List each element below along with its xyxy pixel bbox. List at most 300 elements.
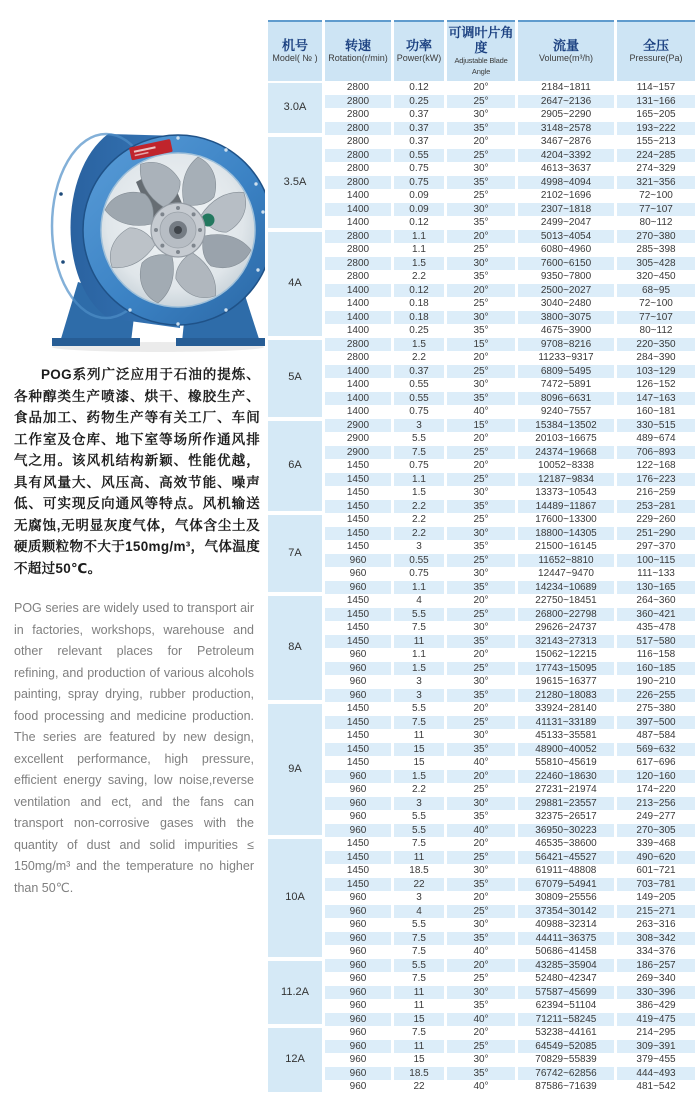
table-row [268,135,695,149]
power-cell: 0.37 [394,135,444,149]
volume-cell: 29626~24737 [518,621,614,635]
rotation-cell: 960 [325,797,391,811]
pressure-cell: 120~160 [617,770,695,784]
power-cell: 5.5 [394,918,444,932]
pressure-cell: 122~168 [617,459,695,473]
table-row [268,1053,695,1067]
angle-cell: 20° [447,459,515,473]
table-row [268,851,695,865]
rotation-cell: 2800 [325,338,391,352]
rotation-cell: 2800 [325,243,391,257]
table-row [268,810,695,824]
rotation-cell: 960 [325,891,391,905]
angle-cell: 20° [447,959,515,973]
table-row [268,284,695,298]
rotation-cell: 1450 [325,594,391,608]
angle-cell: 25° [447,608,515,622]
volume-cell: 22750~18451 [518,594,614,608]
pressure-cell: 274~329 [617,162,695,176]
rotation-cell: 960 [325,986,391,1000]
table-row [268,540,695,554]
table-row [268,932,695,946]
angle-cell: 30° [447,378,515,392]
pressure-cell: 80~112 [617,216,695,230]
angle-cell: 35° [447,689,515,703]
volume-cell: 5013~4054 [518,230,614,244]
model-cell: 3.5A [268,135,322,230]
power-cell: 2.2 [394,783,444,797]
header-pressure-en: Pressure(Pa) [629,53,683,63]
model-cell: 10A [268,837,322,959]
volume-cell: 2184~1811 [518,81,614,95]
rotation-cell: 2900 [325,446,391,460]
power-cell: 1.1 [394,243,444,257]
pressure-cell: 216~259 [617,486,695,500]
volume-cell: 62394~51104 [518,999,614,1013]
pressure-cell: 269~340 [617,972,695,986]
power-cell: 3 [394,891,444,905]
fan-illustration [30,92,265,354]
table-row [268,972,695,986]
table-row [268,1080,695,1094]
power-cell: 0.25 [394,324,444,338]
volume-cell: 6080~4960 [518,243,614,257]
volume-cell: 21280~18083 [518,689,614,703]
power-cell: 0.25 [394,95,444,109]
volume-cell: 9240~7557 [518,405,614,419]
pressure-cell: 330~515 [617,419,695,433]
volume-cell: 19615~16377 [518,675,614,689]
pressure-cell: 160~181 [617,405,695,419]
rotation-cell: 1450 [325,527,391,541]
rotation-cell: 960 [325,1067,391,1081]
header-model [268,20,322,81]
volume-cell: 10052~8338 [518,459,614,473]
volume-cell: 7472~5891 [518,378,614,392]
table-row [268,81,695,95]
pressure-cell: 308~342 [617,932,695,946]
volume-cell: 27231~21974 [518,783,614,797]
volume-cell: 4998~4094 [518,176,614,190]
volume-cell: 14489~11867 [518,500,614,514]
table-row [268,743,695,757]
angle-cell: 35° [447,216,515,230]
table-row [268,392,695,406]
rotation-cell: 2800 [325,108,391,122]
angle-cell: 35° [447,324,515,338]
angle-cell: 25° [447,783,515,797]
header-blade-angle-en: Adjustable Blade Angle [454,56,508,76]
power-cell: 0.37 [394,365,444,379]
rotation-cell: 2800 [325,257,391,271]
pressure-cell: 379~455 [617,1053,695,1067]
header-blade-angle-zh: 可调叶片角度 [448,25,514,55]
power-cell: 0.18 [394,297,444,311]
angle-cell: 25° [447,905,515,919]
header-pressure-zh: 全压 [642,38,669,53]
rotation-cell: 1450 [325,500,391,514]
power-cell: 11 [394,999,444,1013]
spec-table-body [268,81,695,1094]
pressure-cell: 490~620 [617,851,695,865]
power-cell: 2.2 [394,270,444,284]
angle-cell: 20° [447,230,515,244]
table-row [268,689,695,703]
angle-cell: 30° [447,527,515,541]
table-row [268,945,695,959]
rotation-cell: 960 [325,567,391,581]
pressure-cell: 263~316 [617,918,695,932]
angle-cell: 20° [447,81,515,95]
pressure-cell: 77~107 [617,311,695,325]
volume-cell: 9708~8216 [518,338,614,352]
angle-cell: 40° [447,1013,515,1027]
power-cell: 5.5 [394,702,444,716]
table-row [268,473,695,487]
volume-cell: 22460~18630 [518,770,614,784]
rotation-cell: 2800 [325,135,391,149]
table-row [268,378,695,392]
power-cell: 0.55 [394,392,444,406]
volume-cell: 30809~25556 [518,891,614,905]
table-row [268,270,695,284]
volume-cell: 37354~30142 [518,905,614,919]
angle-cell: 35° [447,270,515,284]
angle-cell: 35° [447,743,515,757]
table-row [268,446,695,460]
model-cell: 5A [268,338,322,419]
pressure-cell: 149~205 [617,891,695,905]
table-row [268,567,695,581]
table-row [268,513,695,527]
header-volume-zh: 流量 [552,38,579,53]
pressure-cell: 229~260 [617,513,695,527]
model-cell: 11.2A [268,959,322,1027]
rotation-cell: 960 [325,810,391,824]
power-cell: 7.5 [394,446,444,460]
angle-cell: 25° [447,513,515,527]
rotation-cell: 1450 [325,635,391,649]
volume-cell: 7600~6150 [518,257,614,271]
power-cell: 0.18 [394,311,444,325]
pressure-cell: 77~107 [617,203,695,217]
rotation-cell: 960 [325,972,391,986]
power-cell: 3 [394,419,444,433]
volume-cell: 64549~52085 [518,1040,614,1054]
pressure-cell: 481~542 [617,1080,695,1094]
pressure-cell: 321~356 [617,176,695,190]
table-row [268,635,695,649]
power-cell: 7.5 [394,716,444,730]
angle-cell: 30° [447,162,515,176]
header-rotation-zh: 转速 [344,38,371,53]
rotation-cell: 960 [325,959,391,973]
volume-cell: 3800~3075 [518,311,614,325]
header-rotation [325,20,391,81]
power-cell: 2.2 [394,527,444,541]
table-header-row [268,20,695,81]
table-row [268,608,695,622]
rotation-cell: 1400 [325,311,391,325]
table-row [268,621,695,635]
pressure-cell: 487~584 [617,729,695,743]
angle-cell: 30° [447,203,515,217]
angle-cell: 20° [447,648,515,662]
power-cell: 5.5 [394,959,444,973]
power-cell: 22 [394,1080,444,1094]
table-row [268,675,695,689]
volume-cell: 2647~2136 [518,95,614,109]
table-row [268,527,695,541]
volume-cell: 12187~9834 [518,473,614,487]
volume-cell: 32143~27313 [518,635,614,649]
volume-cell: 18800~14305 [518,527,614,541]
power-cell: 11 [394,986,444,1000]
rotation-cell: 960 [325,581,391,595]
angle-cell: 20° [447,837,515,851]
pressure-cell: 176~223 [617,473,695,487]
volume-cell: 2499~2047 [518,216,614,230]
table-row [268,338,695,352]
angle-cell: 30° [447,986,515,1000]
rotation-cell: 1400 [325,324,391,338]
power-cell: 0.75 [394,459,444,473]
table-row [268,918,695,932]
rotation-cell: 1450 [325,540,391,554]
angle-cell: 25° [447,473,515,487]
table-row [268,783,695,797]
pressure-cell: 419~475 [617,1013,695,1027]
pressure-cell: 160~185 [617,662,695,676]
power-cell: 0.12 [394,81,444,95]
model-cell: 8A [268,594,322,702]
power-cell: 1.5 [394,257,444,271]
rotation-cell: 960 [325,932,391,946]
pressure-cell: 126~152 [617,378,695,392]
power-cell: 3 [394,540,444,554]
angle-cell: 30° [447,311,515,325]
volume-cell: 3467~2876 [518,135,614,149]
table-row [268,95,695,109]
table-row [268,905,695,919]
table-row [268,216,695,230]
pressure-cell: 174~220 [617,783,695,797]
table-row [268,662,695,676]
angle-cell: 25° [447,297,515,311]
pressure-cell: 155~213 [617,135,695,149]
volume-cell: 17743~15095 [518,662,614,676]
pressure-cell: 305~428 [617,257,695,271]
pressure-cell: 330~396 [617,986,695,1000]
table-row [268,230,695,244]
angle-cell: 40° [447,945,515,959]
angle-cell: 20° [447,770,515,784]
volume-cell: 48900~40052 [518,743,614,757]
power-cell: 2.2 [394,513,444,527]
description-english: POG series are widely used to transport air in factories, workshops, warehouse and other relevant places for Petroleum refining, and production of various alcohols painting, spray drying, rubber production, food processing and medicine production. The series are featured by new design, excellent performance, high pressure, efficient energy saving, low noise,reverse ventilation and ect, and the fans can transport non-corrosive gases with the quantity of dust and solid impurities ≤ 150mg/m³ and the temperature no higher than 50℃. [14,601,254,895]
rotation-cell: 960 [325,1080,391,1094]
rotation-cell: 960 [325,1040,391,1054]
volume-cell: 21500~16145 [518,540,614,554]
angle-cell: 35° [447,176,515,190]
angle-cell: 35° [447,878,515,892]
power-cell: 1.1 [394,581,444,595]
pressure-cell: 130~165 [617,581,695,595]
table-row [268,986,695,1000]
angle-cell: 25° [447,149,515,163]
pressure-cell: 297~370 [617,540,695,554]
rotation-cell: 2800 [325,149,391,163]
angle-cell: 35° [447,999,515,1013]
angle-cell: 40° [447,824,515,838]
power-cell: 11 [394,851,444,865]
volume-cell: 24374~19668 [518,446,614,460]
pressure-cell: 444~493 [617,1067,695,1081]
pressure-cell: 270~305 [617,824,695,838]
pressure-cell: 320~450 [617,270,695,284]
power-cell: 11 [394,1040,444,1054]
rotation-cell: 1400 [325,378,391,392]
power-cell: 0.37 [394,108,444,122]
angle-cell: 30° [447,108,515,122]
rotation-cell: 1400 [325,392,391,406]
pressure-cell: 284~390 [617,351,695,365]
power-cell: 0.75 [394,176,444,190]
rotation-cell: 2800 [325,162,391,176]
power-cell: 2.2 [394,500,444,514]
table-row [268,203,695,217]
power-cell: 7.5 [394,972,444,986]
volume-cell: 4613~3637 [518,162,614,176]
table-row [268,108,695,122]
pressure-cell: 339~468 [617,837,695,851]
fan-product-image [30,92,265,354]
model-cell: 12A [268,1026,322,1094]
rotation-cell: 1450 [325,837,391,851]
power-cell: 11 [394,729,444,743]
table-row [268,432,695,446]
table-row [268,837,695,851]
spec-table [265,20,698,1094]
volume-cell: 40988~32314 [518,918,614,932]
volume-cell: 46535~38600 [518,837,614,851]
rotation-cell: 1450 [325,864,391,878]
power-cell: 7.5 [394,837,444,851]
power-cell: 1.1 [394,648,444,662]
power-cell: 0.75 [394,405,444,419]
model-cell: 6A [268,419,322,514]
angle-cell: 25° [447,554,515,568]
model-cell: 7A [268,513,322,594]
header-blade-angle [447,20,515,81]
pressure-cell: 253~281 [617,500,695,514]
rotation-cell: 1450 [325,743,391,757]
rotation-cell: 960 [325,770,391,784]
power-cell: 0.55 [394,554,444,568]
volume-cell: 13373~10543 [518,486,614,500]
rotation-cell: 960 [325,1026,391,1040]
rotation-cell: 2800 [325,176,391,190]
fan-hub [151,203,205,257]
header-model-en: Model( № ) [272,53,318,63]
rotation-cell: 2800 [325,81,391,95]
volume-cell: 4675~3900 [518,324,614,338]
pressure-cell: 226~255 [617,689,695,703]
table-row [268,959,695,973]
table-row [268,1067,695,1081]
power-cell: 7.5 [394,932,444,946]
rotation-cell: 960 [325,554,391,568]
pressure-cell: 100~115 [617,554,695,568]
rotation-cell: 2900 [325,432,391,446]
rotation-cell: 2800 [325,122,391,136]
rotation-cell: 960 [325,648,391,662]
rotation-cell: 1450 [325,756,391,770]
table-row [268,149,695,163]
power-cell: 18.5 [394,1067,444,1081]
rotation-cell: 1450 [325,702,391,716]
power-cell: 4 [394,594,444,608]
rotation-cell: 2800 [325,270,391,284]
rotation-cell: 2800 [325,351,391,365]
table-row [268,365,695,379]
pressure-cell: 569~632 [617,743,695,757]
pressure-cell: 270~380 [617,230,695,244]
volume-cell: 53238~44161 [518,1026,614,1040]
rotation-cell: 1400 [325,297,391,311]
volume-cell: 76742~62856 [518,1067,614,1081]
pressure-cell: 186~257 [617,959,695,973]
pressure-cell: 224~285 [617,149,695,163]
angle-cell: 35° [447,810,515,824]
pressure-cell: 275~380 [617,702,695,716]
volume-cell: 45133~35581 [518,729,614,743]
angle-cell: 35° [447,1067,515,1081]
volume-cell: 11233~9317 [518,351,614,365]
pressure-cell: 116~158 [617,648,695,662]
volume-cell: 3148~2578 [518,122,614,136]
rotation-cell: 960 [325,689,391,703]
header-rotation-en: Rotation(r/min) [328,53,388,63]
rotation-cell: 1400 [325,284,391,298]
header-model-zh: 机号 [281,38,308,53]
power-cell: 15 [394,1013,444,1027]
volume-cell: 26800~22798 [518,608,614,622]
angle-cell: 25° [447,446,515,460]
rotation-cell: 1400 [325,189,391,203]
power-cell: 1.5 [394,770,444,784]
volume-cell: 52480~42347 [518,972,614,986]
angle-cell: 35° [447,540,515,554]
power-cell: 0.37 [394,122,444,136]
header-power-en: Power(kW) [396,53,442,63]
table-row [268,824,695,838]
power-cell: 0.09 [394,189,444,203]
rotation-cell: 960 [325,824,391,838]
volume-cell: 67079~54941 [518,878,614,892]
volume-cell: 32375~26517 [518,810,614,824]
angle-cell: 25° [447,851,515,865]
table-row [268,1013,695,1027]
angle-cell: 25° [447,189,515,203]
angle-cell: 40° [447,405,515,419]
pressure-cell: 517~580 [617,635,695,649]
volume-cell: 2500~2027 [518,284,614,298]
volume-cell: 14234~10689 [518,581,614,595]
power-cell: 1.1 [394,230,444,244]
rotation-cell: 1450 [325,716,391,730]
pressure-cell: 220~350 [617,338,695,352]
